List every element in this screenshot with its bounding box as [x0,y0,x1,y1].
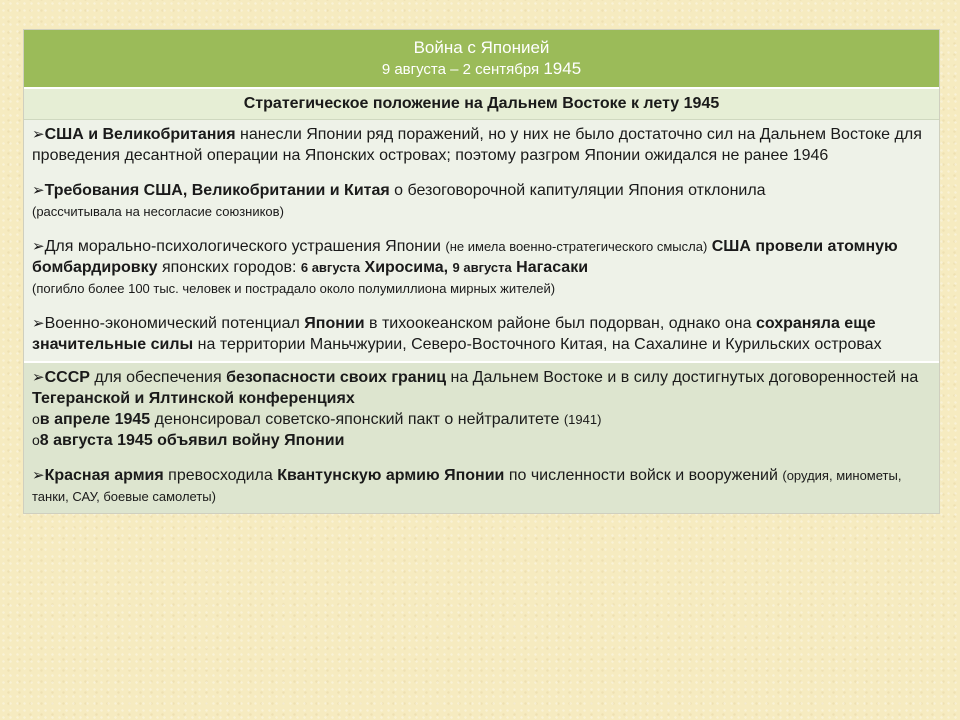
bold-text: безопасности своих границ [226,369,447,386]
subtitle: Стратегическое положение на Дальнем Востоке к лету 1945 [24,89,939,120]
bold-text: 8 августа 1945 объявил войну Японии [39,432,345,449]
note-text: (рассчитывала на несогласие союзников) [32,204,284,219]
arrow-bullet-icon: ➢ [32,315,45,332]
arrow-bullet-icon: ➢ [32,126,45,143]
note-text: (погибло более 100 тыс. человек и пострадало около полумиллиона мирных жителей) [32,281,556,296]
bold-text: в апреле 1945 [39,411,151,428]
year-text: 1945 [543,59,582,78]
text: на территории Маньчжурии, Северо-Восточного Китая, на Сахалине и Курильских островах [193,336,882,353]
circle-bullet-icon: o [32,411,40,427]
arrow-bullet-icon: ➢ [32,369,45,386]
text: на Дальнем Востоке и в силу достигнутых договоренностей на [446,369,919,386]
text: японских городов: [157,259,301,276]
title-header [24,30,939,89]
bold-text: Требования США, Великобритании и Китая [44,182,390,199]
bold-text: Красная армия [44,467,164,484]
note-text: (орудия, минометы, танки, САУ, боевые самолеты) [32,468,902,504]
date-text: 9 августа [452,260,512,275]
paragraph-red-army [32,465,931,507]
content-table [23,29,940,514]
arrow-bullet-icon: ➢ [32,238,45,255]
bold-text: сохраняла еще значительные силы [32,315,876,353]
dates-line [24,58,939,80]
subitem-war-declared [32,430,931,451]
arrow-bullet-icon: ➢ [32,182,45,199]
text: о безоговорочной капитуляции Япония отклонила [389,182,766,199]
city-text: Нагасаки [511,259,589,276]
date-text: 6 августа [300,260,361,275]
bold-text: Тегеранской и Ялтинской конференциях [32,390,355,407]
ussr-section [24,363,939,513]
paragraph-japan-potential [32,313,931,355]
paragraph-atomic-bombing [32,236,931,299]
text: в тихоокеанском районе был подорван, однако она [364,315,756,332]
subitem-pact-denounced [32,409,931,430]
paragraph-usa-britain [32,124,931,166]
bold-text: США провели атомную бомбардировку [32,238,898,276]
title-line: Война с Японией [413,38,550,57]
bold-text: Квантунскую армию Японии [277,467,505,484]
text: для обеспечения [89,369,227,386]
strategic-situation-section [24,120,939,363]
note-text: (1941) [563,412,602,427]
text: нанесли Японии ряд поражений, но у них не было достаточно сил на Дальнем Востоке для проведения десантной операции на Японских островах; поэтому разгром Японии ожидался не ранее 1946 [32,126,922,164]
text: превосходила [163,467,278,484]
bold-text: СССР [44,369,90,386]
paragraph-demands [32,180,931,222]
paragraph-ussr [32,367,931,409]
circle-bullet-icon: o [32,432,40,448]
dates-text: 9 августа – 2 сентября [381,61,544,78]
bold-text: США и Великобритания [44,126,236,143]
note-text: (не имела военно-стратегического смысла) [445,239,708,254]
text: Военно-экономический потенциал [44,315,305,332]
arrow-bullet-icon: ➢ [32,467,45,484]
text: по численности войск и вооружений [504,467,783,484]
city-text: Хиросима, [360,259,453,276]
text: денонсировал советско-японский пакт о нейтралитете [150,411,564,428]
text: Для морально-психологического устрашения Японии [44,238,446,255]
bold-text: Японии [304,315,365,332]
